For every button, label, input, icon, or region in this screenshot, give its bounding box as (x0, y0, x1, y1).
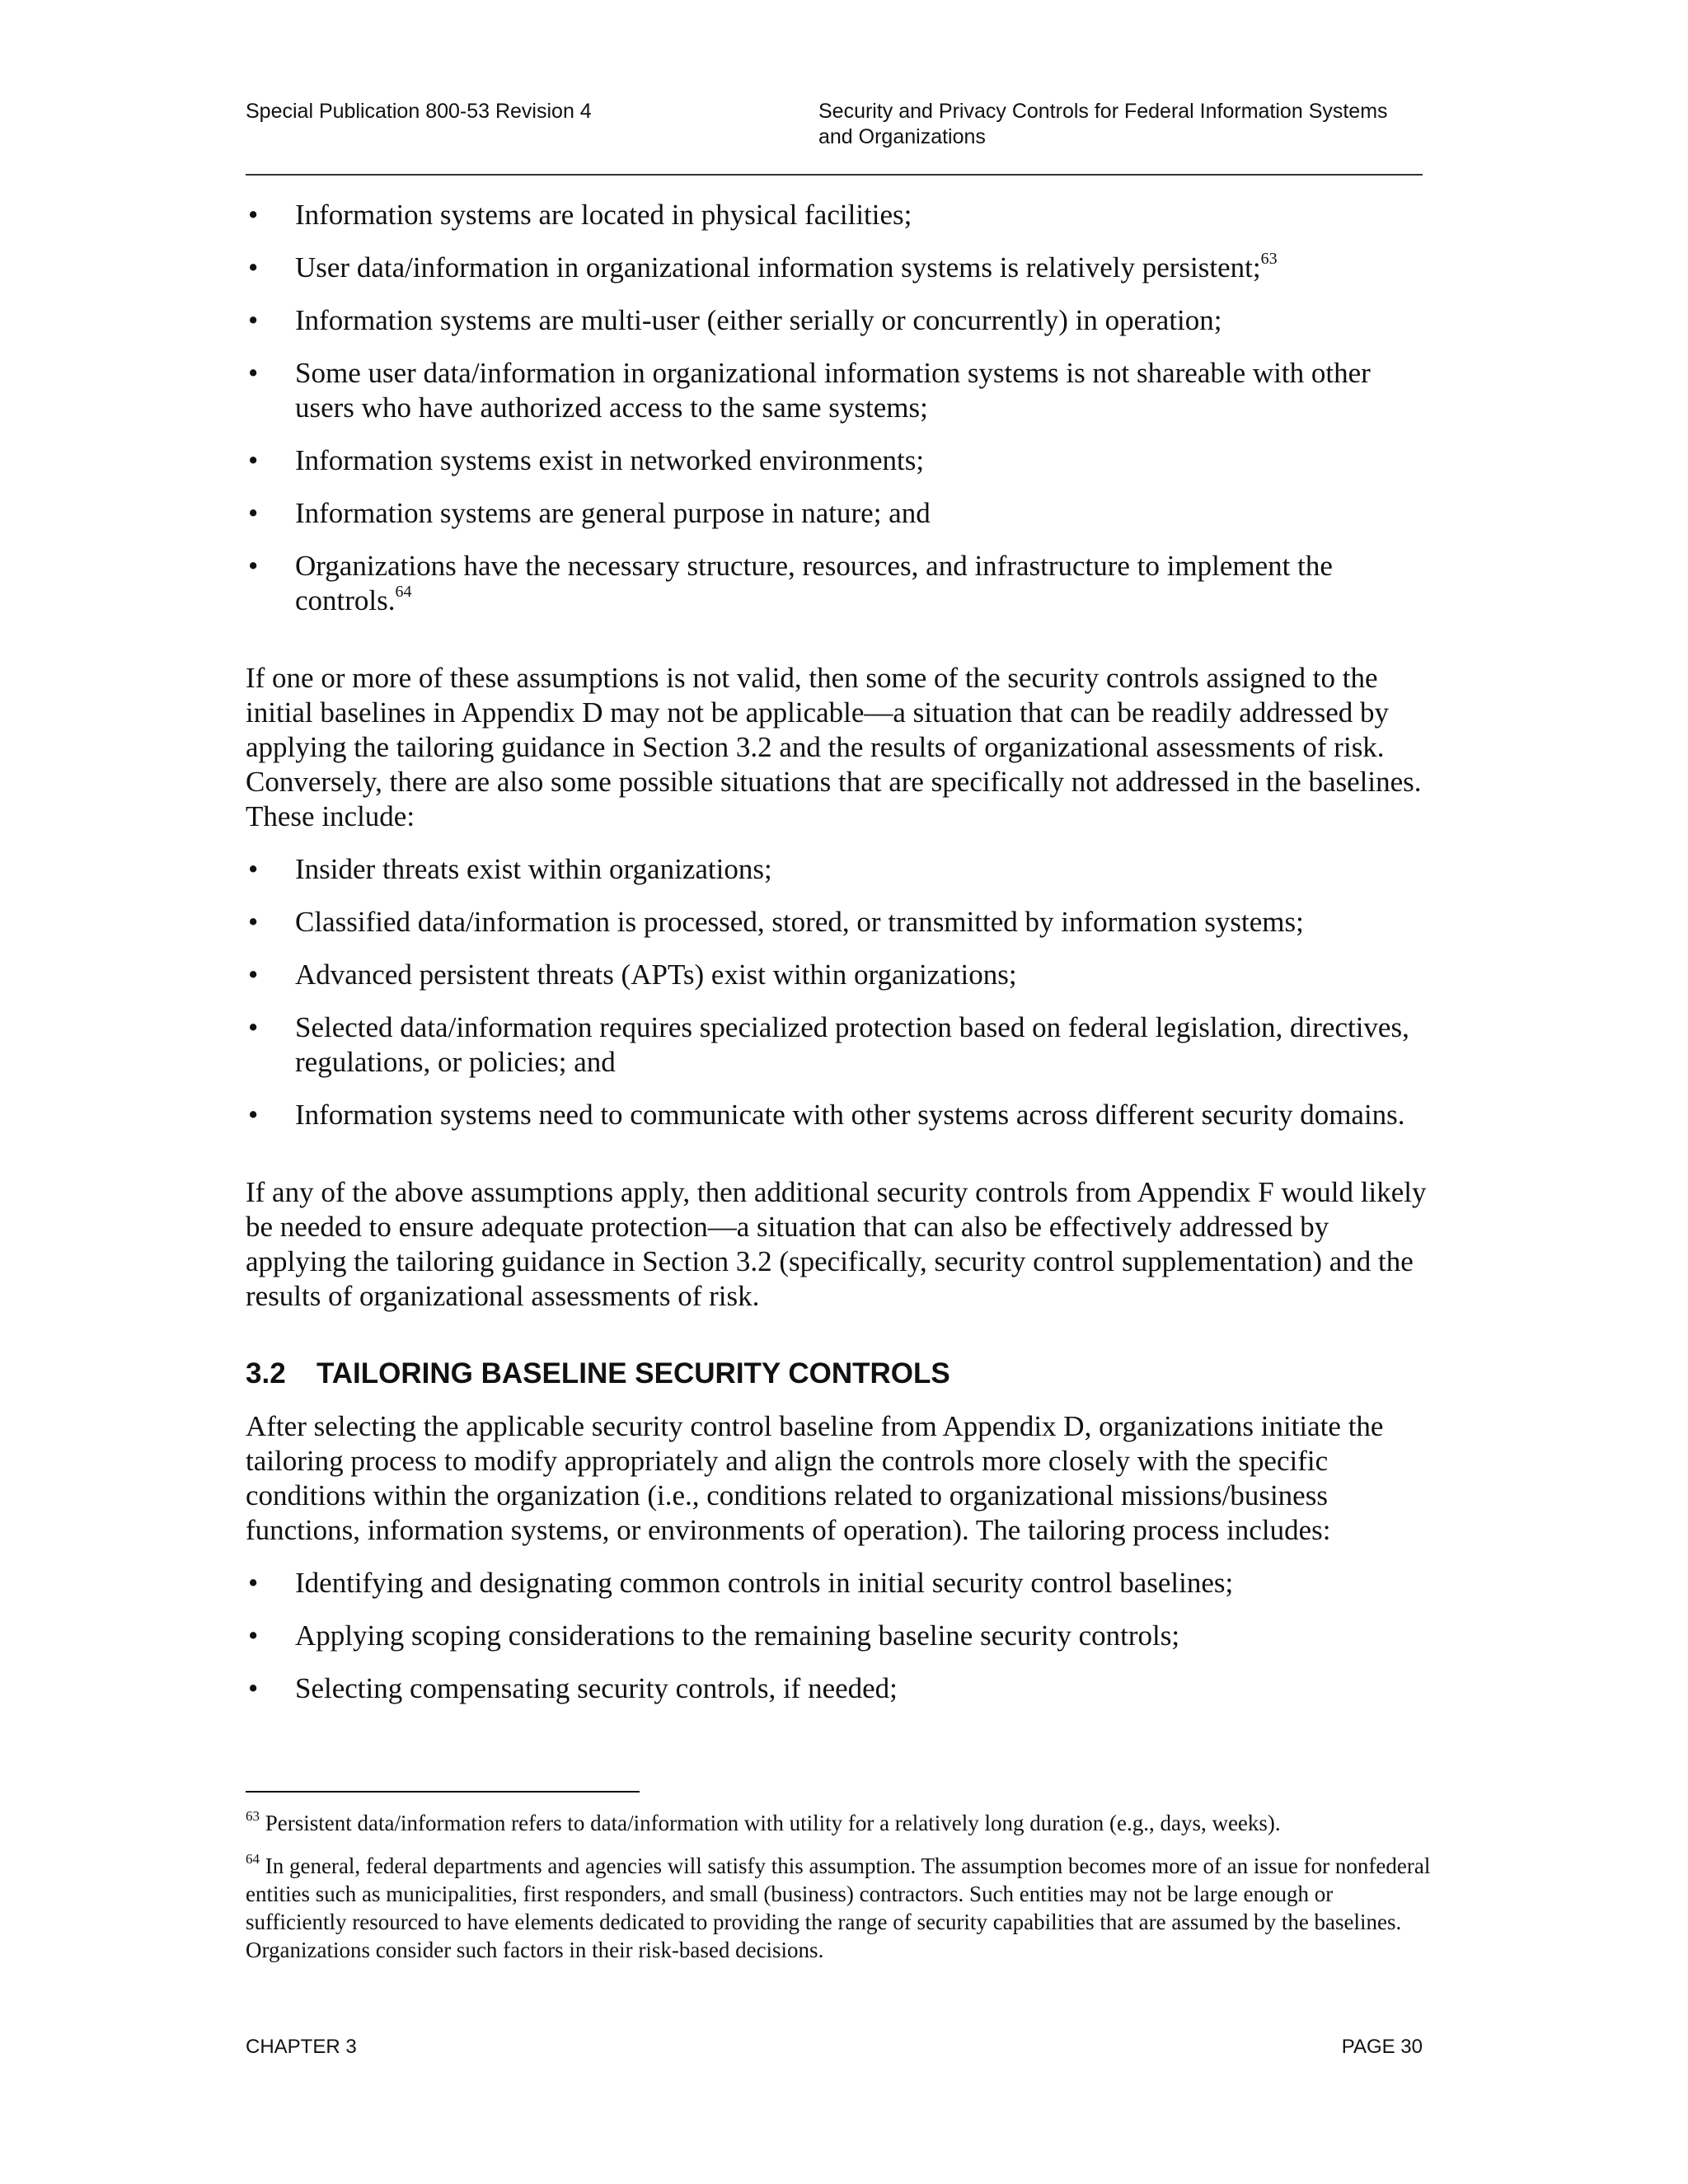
list-item-text: Applying scoping considerations to the remaining baseline security controls; (295, 1619, 1180, 1652)
list-item-text: Advanced persistent threats (APTs) exist within organizations; (295, 958, 1017, 991)
header-publication: Special Publication 800-53 Revision 4 (246, 100, 592, 123)
page-footer (246, 2036, 1423, 2059)
list-item (246, 198, 1432, 232)
section-number: 3.2 (246, 1357, 286, 1390)
list-item-text: User data/information in organizational information systems is relatively persistent; (295, 251, 1261, 284)
list-item (246, 1671, 1432, 1706)
not-addressed-list (246, 852, 1432, 1132)
footer-page-number: PAGE 30 (1341, 2036, 1423, 2058)
header-title-line1: Security and Privacy Controls for Federal Information Systems (818, 100, 1388, 123)
footnote-text: Persistent data/information refers to data/information with utility for a relatively long duration (e.g., days, weeks). (260, 1811, 1281, 1835)
list-item-text: Classified data/information is processed, stored, or transmitted by information systems; (295, 906, 1304, 938)
header-divider (246, 174, 1423, 176)
footnotes (246, 1809, 1432, 1979)
paragraph: If any of the above assumptions apply, then additional security controls from Appendix F would likely be needed to ensure adequate protection—a situation that can also be effectively addressed by applying the tailoring guidance in Section 3.2 (specifically, security control supplementation) and the results of organizational assessments of risk. (246, 1176, 1427, 1312)
footnote-ref[interactable]: 63 (1260, 250, 1278, 268)
footnote (246, 1809, 1432, 1837)
list-item (246, 852, 1432, 887)
footer-chapter: CHAPTER 3 (246, 2036, 357, 2058)
paragraph: If one or more of these assumptions is not valid, then some of the security controls assigned to the initial baselines in Appendix D may not be applicable—a situation that can be readily addressed by applying the tailoring guidance in Section 3.2 and the results of organizational assessments of risk. Conversely, there are also some possible situations that are specifically not addressed in the baselines. These include: (246, 662, 1422, 832)
list-item (246, 1010, 1432, 1080)
list-item (246, 549, 1432, 618)
list-item-text: Information systems are general purpose in nature; and (295, 497, 931, 529)
list-item-text: Organizations have the necessary structure, resources, and infrastructure to implement the controls. (295, 550, 1333, 616)
list-item (246, 905, 1432, 940)
list-item (246, 356, 1432, 425)
footnote-text: In general, federal departments and agencies will satisfy this assumption. The assumption becomes more of an issue for nonfederal entities such as municipalities, first responders, and small (business) contractors. Such entities may not be large enough or sufficiently resourced to have elements dedicated to providing the range of security capabilities that are assumed by the baselines. Organizations consider such factors in their risk-based decisions. (246, 1854, 1431, 1962)
footnote-divider (246, 1791, 640, 1793)
section-title: TAILORING BASELINE SECURITY CONTROLS (316, 1357, 950, 1390)
footnote-number: 64 (246, 1851, 260, 1867)
header-title (818, 99, 1428, 150)
header-title-line2: and Organizations (818, 125, 986, 148)
list-item (246, 496, 1432, 531)
page-body (246, 198, 1432, 1724)
footnote-ref[interactable]: 64 (395, 583, 412, 601)
list-item-text: Information systems are multi-user (either serially or concurrently) in operation; (295, 304, 1222, 336)
list-item-text: Information systems need to communicate with other systems across different security domains. (295, 1099, 1405, 1131)
list-item (246, 251, 1432, 285)
list-item-text: Identifying and designating common controls in initial security control baselines; (295, 1567, 1234, 1599)
tailoring-steps-list (246, 1566, 1432, 1706)
assumptions-list (246, 198, 1432, 618)
footnote-number: 63 (246, 1808, 260, 1824)
paragraph: After selecting the applicable security control baseline from Appendix D, organizations initiate the tailoring process to modify appropriately and align the controls more closely with the specific conditions within the organization (i.e., conditions related to organizational missions/business functions, information systems, or environments of operation). The tailoring process includes: (246, 1410, 1384, 1546)
list-item-text: Information systems are located in physical facilities; (295, 199, 912, 231)
list-item (246, 1098, 1432, 1132)
list-item (246, 1566, 1432, 1601)
list-item (246, 303, 1432, 338)
list-item-text: Some user data/information in organizational information systems is not shareable with other users who have authorized access to the same systems; (295, 357, 1371, 424)
list-item-text: Information systems exist in networked environments; (295, 444, 925, 476)
list-item (246, 958, 1432, 992)
section-heading (246, 1357, 1432, 1391)
list-item-text: Insider threats exist within organizations; (295, 853, 772, 885)
footnote (246, 1852, 1432, 1964)
list-item (246, 1619, 1432, 1653)
list-item (246, 443, 1432, 478)
list-item-text: Selected data/information requires specialized protection based on federal legislation, directives, regulations, or policies; and (295, 1011, 1409, 1078)
list-item-text: Selecting compensating security controls, if needed; (295, 1672, 898, 1704)
